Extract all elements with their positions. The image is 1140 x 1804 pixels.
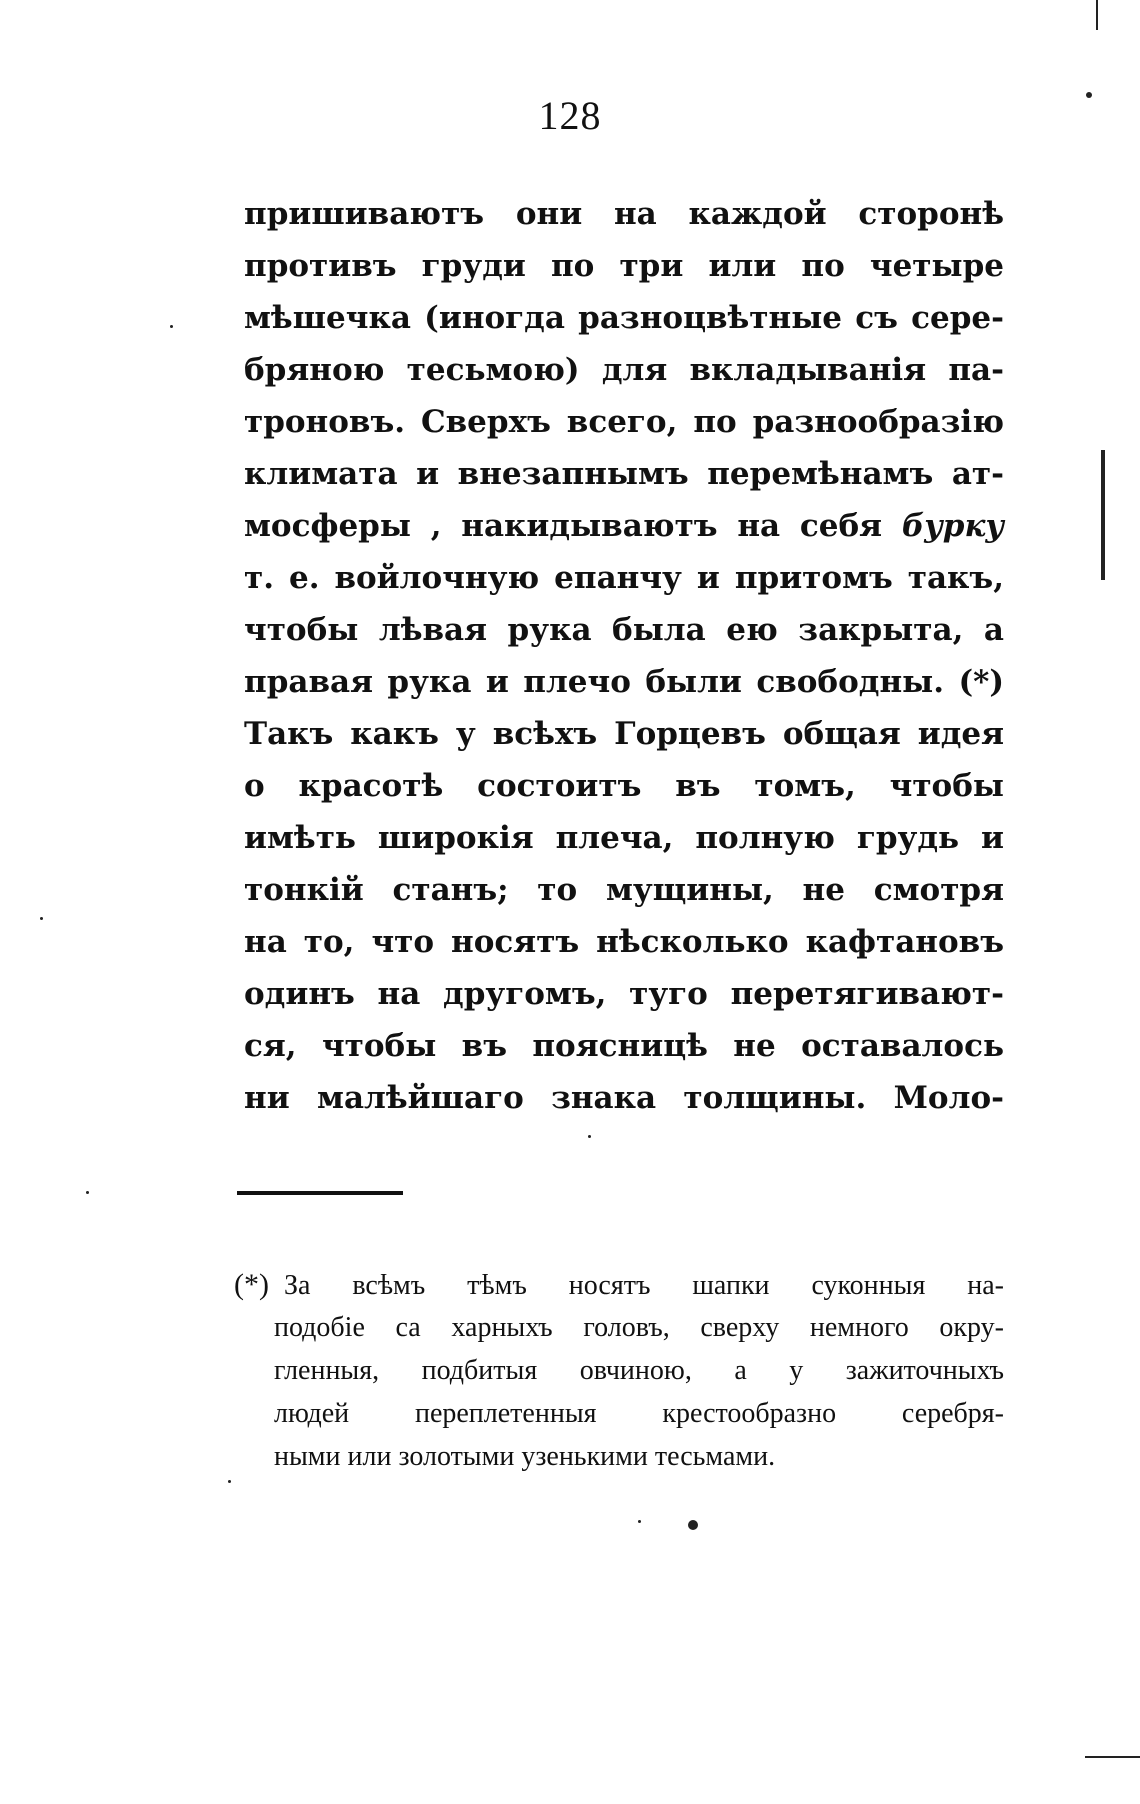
body-text bbox=[244, 188, 1004, 1124]
footnote-line: гленныя, подбитыя овчиною, а у зажиточныхъ bbox=[274, 1355, 1004, 1386]
scan-edge-mark bbox=[1101, 450, 1105, 580]
body-line: правая рука и плечо были свободны. (*) bbox=[244, 664, 1004, 700]
body-line: тонкій станъ; то мущины, не смотря bbox=[244, 872, 1004, 908]
scan-edge-mark bbox=[1096, 0, 1098, 30]
scan-speck bbox=[40, 917, 43, 920]
body-line-with-emphasis bbox=[244, 500, 1004, 552]
body-line: ни малѣйшаго знака толщины. Моло- bbox=[244, 1080, 1004, 1116]
body-line: мѣшечка (иногда разноцвѣтные съ сере- bbox=[244, 300, 1004, 336]
scan-speck bbox=[228, 1480, 231, 1483]
scan-speck bbox=[688, 1520, 698, 1530]
body-line-text: мосферы , накидываютъ на себя bbox=[244, 508, 883, 544]
footnote-line: подобіе са харныхъ головъ, сверху немного окру- bbox=[274, 1312, 1004, 1343]
scan-speck bbox=[170, 325, 173, 328]
body-line: одинъ на другомъ, туго перетягивают- bbox=[244, 976, 1004, 1012]
body-line: ся, чтобы въ поясницѣ не оставалось bbox=[244, 1028, 1004, 1064]
body-line: противъ груди по три или по четыре bbox=[244, 248, 1004, 284]
body-line: на то, что носятъ нѣсколько кафтановъ bbox=[244, 924, 1004, 960]
body-line: чтобы лѣвая рука была ею закрыта, а bbox=[244, 612, 1004, 648]
page-number: 128 bbox=[538, 93, 602, 138]
footnote-line-text: За всѣмъ тѣмъ носятъ шапки суконныя на- bbox=[284, 1270, 1004, 1301]
scan-speck bbox=[86, 1191, 89, 1194]
footnote-line bbox=[234, 1263, 1004, 1306]
body-line: т. е. войлочную епанчу и притомъ такъ, bbox=[244, 560, 1004, 596]
footnote-rule bbox=[237, 1191, 403, 1195]
body-line: климата и внезапнымъ перемѣнамъ ат- bbox=[244, 456, 1004, 492]
footnote-line: ными или золотыми узенькими тесьмами. bbox=[274, 1441, 776, 1472]
scan-speck bbox=[588, 1135, 591, 1138]
footnote bbox=[234, 1263, 1004, 1478]
body-line: пришиваютъ они на каждой сторонѣ bbox=[244, 196, 1004, 232]
footnote-line: людей переплетенныя крестообразно серебря- bbox=[274, 1398, 1004, 1429]
body-line: троновъ. Сверхъ всего, по разнообразію bbox=[244, 404, 1004, 440]
body-line: Такъ какъ у всѣхъ Горцевъ общая идея bbox=[244, 716, 1004, 752]
emphasized-word: бурку bbox=[901, 508, 1004, 544]
footnote-marker: (*) bbox=[234, 1268, 269, 1301]
scan-speck bbox=[1086, 92, 1092, 98]
body-line: о красотѣ состоитъ въ томъ, чтобы bbox=[244, 768, 1004, 804]
scan-edge-mark bbox=[1085, 1756, 1140, 1758]
body-line: имѣть широкія плеча, полную грудь и bbox=[244, 820, 1004, 856]
body-line: бряною тесьмою) для вкладыванія па- bbox=[244, 352, 1004, 388]
scan-speck bbox=[638, 1520, 641, 1523]
